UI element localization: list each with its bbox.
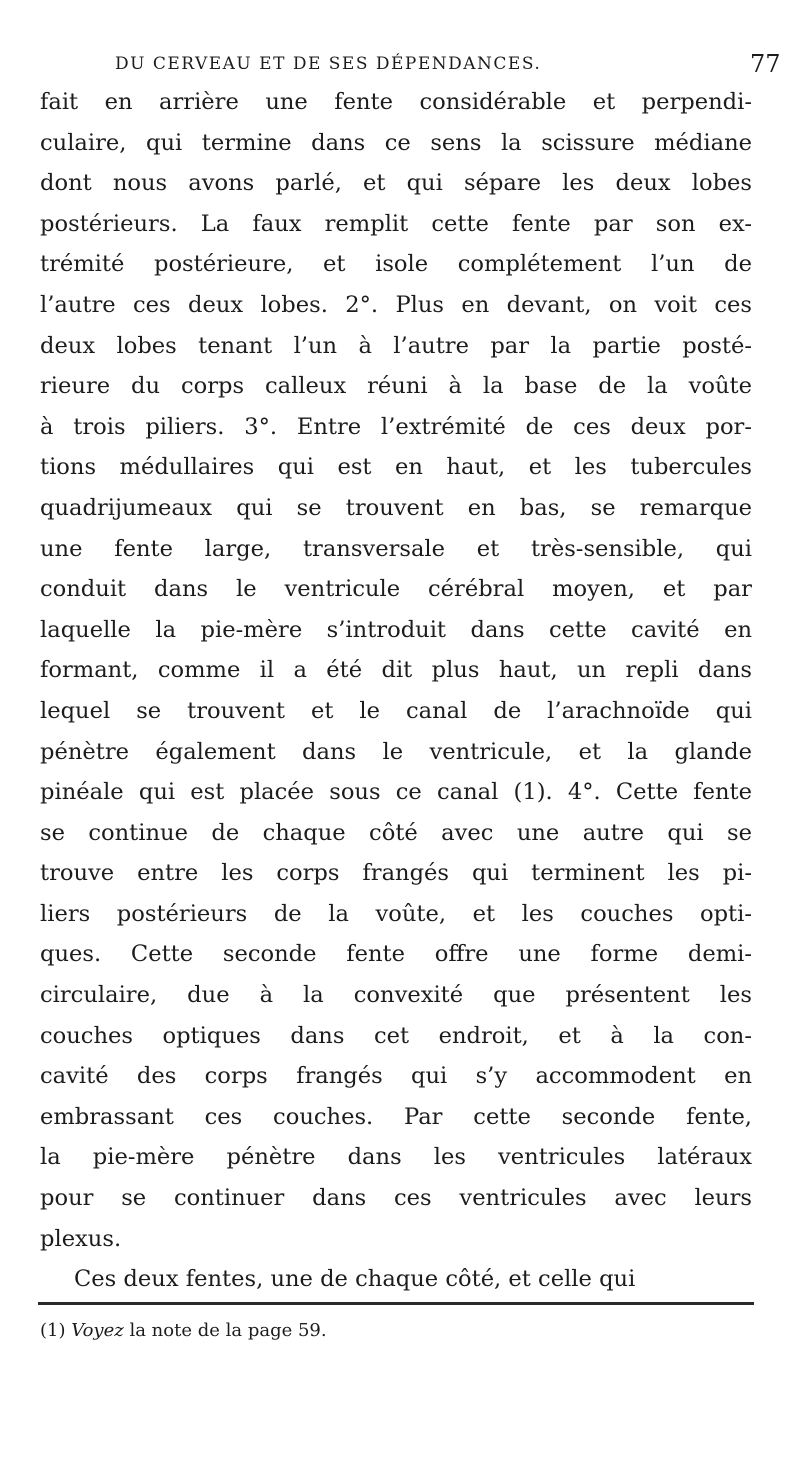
paragraph-start-line: Ces deux fentes, une de chaque côté, et celle qui: [74, 1266, 636, 1293]
text-line: pénètre également dans le ventricule, et la glande: [40, 738, 752, 765]
text-line: à trois piliers. 3°. Entre l’extrémité de ces deux por-: [40, 413, 752, 440]
text-line: couches optiques dans cet endroit, et à la con-: [40, 1022, 752, 1049]
text-line: ques. Cette seconde fente offre une forme demi-: [40, 941, 752, 968]
text-line: fait en arrière une fente considérable et perpendi-: [40, 89, 752, 115]
page-header: [0, 52, 801, 82]
text-line: deux lobes tenant l’un à l’autre par la partie posté-: [40, 332, 752, 359]
text-line: circulaire, due à la convexité que présentent les: [40, 982, 752, 1009]
text-line: dont nous avons parlé, et qui sépare les deux lobes: [40, 170, 752, 197]
paragraph-end-line: plexus.: [40, 1225, 122, 1252]
running-head: DU CERVEAU ET DE SES DÉPENDANCES.: [115, 54, 542, 74]
footnote-marker: (1): [40, 1320, 66, 1341]
footnote-rule: [38, 1302, 754, 1305]
text-line: embrassant ces couches. Par cette seconde fente,: [40, 1103, 752, 1130]
text-line: conduit dans le ventricule cérébral moyen, et par: [40, 576, 752, 603]
body-text: [40, 82, 752, 1300]
text-line: la pie-mère pénètre dans les ventricules latéraux: [40, 1144, 752, 1171]
text-line: liers postérieurs de la voûte, et les couches opti-: [40, 900, 752, 927]
page-number: 77: [750, 50, 781, 78]
footnote-reference-word: Voyez: [71, 1320, 124, 1341]
text-line: culaire, qui termine dans ce sens la scissure médiane: [40, 129, 752, 156]
text-line: tions médullaires qui est en haut, et les tubercules: [40, 454, 752, 481]
text-line: quadrijumeaux qui se trouvent en bas, se remarque: [40, 494, 752, 521]
text-line: l’autre ces deux lobes. 2°. Plus en devant, on voit ces: [40, 291, 752, 318]
text-line: trouve entre les corps frangés qui terminent les pi-: [40, 860, 752, 887]
text-line: postérieurs. La faux remplit cette fente par son ex-: [40, 210, 752, 237]
text-line: lequel se trouvent et le canal de l’arachnoïde qui: [40, 697, 752, 724]
text-line: cavité des corps frangés qui s’y accommodent en: [40, 1063, 752, 1090]
footnote: [40, 1318, 752, 1344]
text-line: formant, comme il a été dit plus haut, un repli dans: [40, 657, 752, 684]
text-line: laquelle la pie-mère s’introduit dans cette cavité en: [40, 616, 752, 643]
text-line: pinéale qui est placée sous ce canal (1). 4°. Cette fente: [40, 779, 752, 806]
text-line: rieure du corps calleux réuni à la base de la voûte: [40, 373, 752, 400]
footnote-text: la note de la page 59.: [129, 1320, 327, 1341]
text-line: une fente large, transversale et très-sensible, qui: [40, 535, 752, 562]
text-line: trémité postérieure, et isole complétement l’un de: [40, 251, 752, 278]
text-line: pour se continuer dans ces ventricules avec leurs: [40, 1185, 752, 1212]
text-line: se continue de chaque côté avec une autre qui se: [40, 819, 752, 846]
